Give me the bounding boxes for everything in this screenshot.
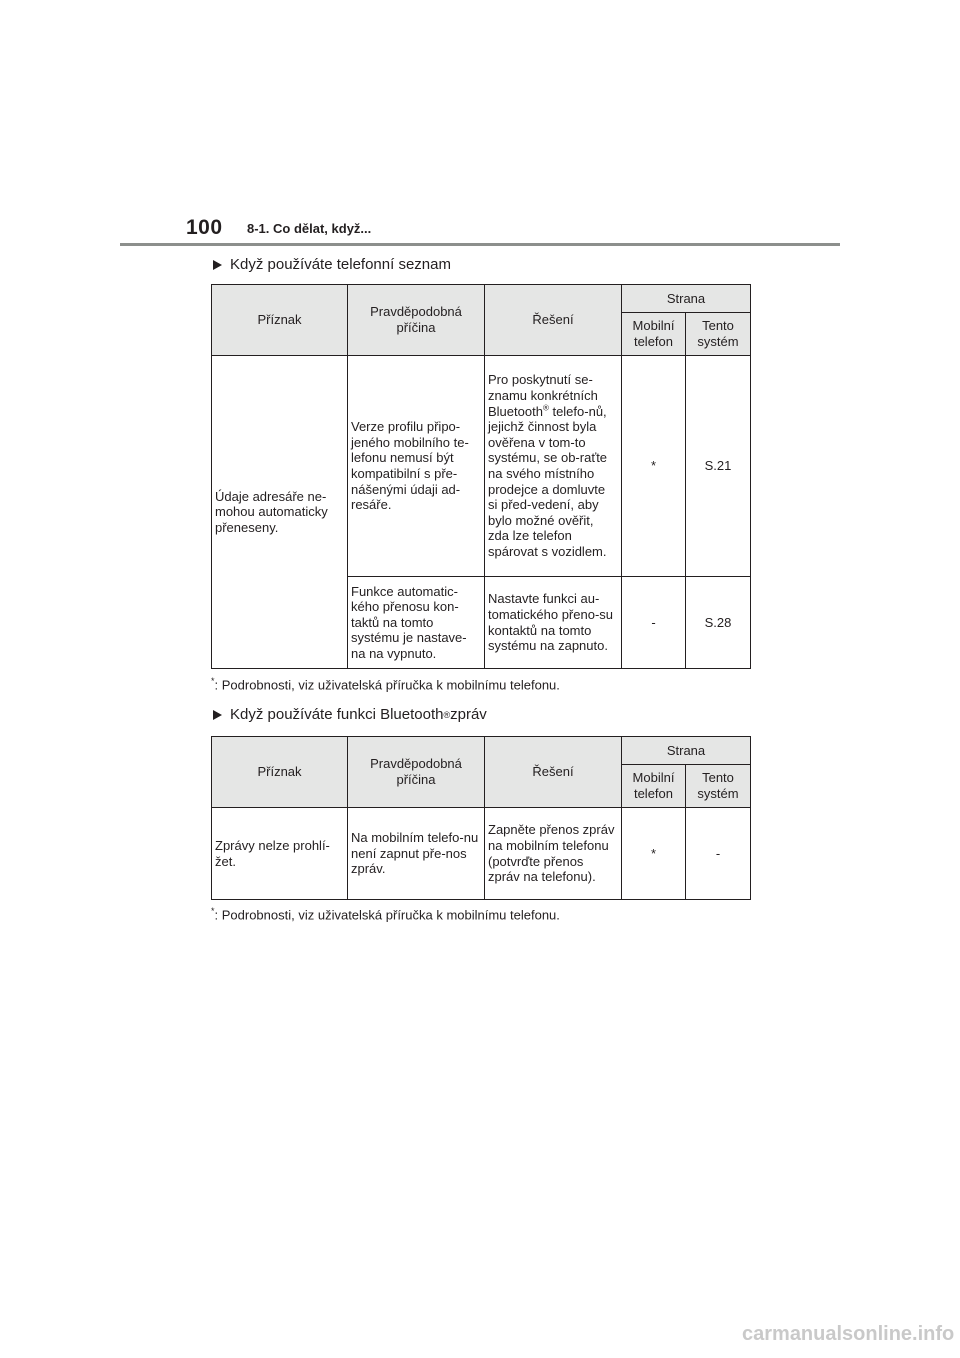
cell-cause: Funkce automatic-kého přenosu kon-taktů na tomto systému je nastave-na na vypnuto. [348,577,485,669]
messages-table [211,736,751,900]
header-cause: Pravděpodobná příčina [348,737,485,808]
header-symptom: Příznak [212,737,348,808]
section-heading-messages [213,706,487,723]
cell-symptom: Údaje adresáře ne-mohou automaticky přeneseny. [212,356,348,669]
solution-text-cont: telefo-nů, jejichž činnost byla ověřena v tom-to systému, se ob-raťte na svého místního prodejce a domluvte si před-vedení, aby bylo možné ověřit, zda lze telefon spárovat s vozidlem. [488,403,608,559]
cell-solution: Zapněte přenos zpráv na mobilním telefonu (potvrďte přenos zpráv na telefonu). [485,808,622,900]
footnote [211,676,560,692]
cell-cause: Verze profilu připo-jeného mobilního te-lefonu nemusí být kompatibilní s pře-nášenými údaji ad-resáře. [348,356,485,577]
header-divider [120,243,840,246]
header-page: Strana [622,737,751,765]
cell-this-system: S.21 [686,356,751,577]
cell-mobile-phone: - [622,577,686,669]
footnote-mark: * [211,906,215,916]
header-page: Strana [622,285,751,313]
header-solution: Řešení [485,285,622,356]
triangle-bullet-icon [213,260,222,270]
header-this-system: Tento systém [686,313,751,356]
footnote-mark: * [211,676,215,686]
cell-this-system: - [686,808,751,900]
registered-mark: ® [542,403,549,413]
cell-mobile-phone: * [622,356,686,577]
header-mobile-phone: Mobilní telefon [622,765,686,808]
cell-cause: Na mobilním telefo-nu není zapnut pře-nos zpráv. [348,808,485,900]
page-number: 100 [186,216,223,239]
section-heading-text: Když používáte funkci Bluetooth [230,706,444,723]
header-solution: Řešení [485,737,622,808]
cell-this-system: S.28 [686,577,751,669]
footnote [211,906,560,922]
section-heading-text: Když používáte telefonní seznam [230,256,451,273]
watermark: carmanualsonline.info [742,1323,955,1345]
cell-solution: Nastavte funkci au-tomatického přeno-su kontaktů na tomto systému na zapnuto. [485,577,622,669]
header-cause: Pravděpodobná příčina [348,285,485,356]
cell-mobile-phone: * [622,808,686,900]
header-this-system: Tento systém [686,765,751,808]
solution-text: Pro poskytnutí se-znamu konkrétních Bluetooth [488,372,598,419]
header-mobile-phone: Mobilní telefon [622,313,686,356]
cell-symptom: Zprávy nelze prohlí-žet. [212,808,348,900]
section-heading-text-cont: zpráv [450,706,487,723]
triangle-bullet-icon [213,710,222,720]
section-heading-phonebook [213,256,451,273]
header-symptom: Příznak [212,285,348,356]
footnote-text: : Podrobnosti, viz uživatelská příručka k mobilnímu telefonu. [214,677,560,693]
registered-mark: ® [443,709,451,720]
chapter-title: 8-1. Co dělat, když... [247,221,372,236]
phonebook-table [211,284,751,669]
footnote-text: : Podrobnosti, viz uživatelská příručka k mobilnímu telefonu. [214,907,560,923]
cell-solution [485,356,622,577]
